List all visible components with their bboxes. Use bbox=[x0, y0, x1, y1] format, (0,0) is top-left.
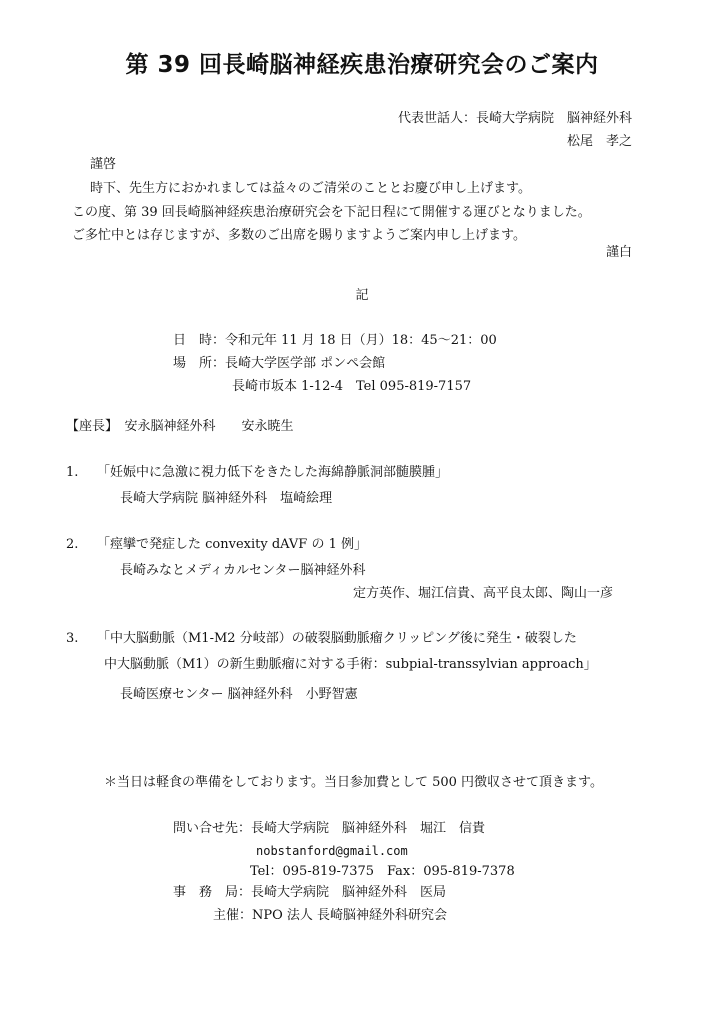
contact-secretariat: 事 務 局：長崎大学病院 脳神経外科 医局 bbox=[173, 885, 447, 900]
presentation-number: 2. bbox=[66, 537, 79, 552]
presentation-affiliation: 長崎医療センター 脳神経外科 小野智憲 bbox=[120, 687, 358, 702]
presentation-title: 中大脳動脈（M1）の新生動脈瘤に対する手術：subpial-transsylvian approach」 bbox=[104, 657, 597, 672]
contact-email[interactable]: nobstanford@gmail.com bbox=[256, 844, 408, 858]
closing: 謹白 bbox=[605, 245, 632, 260]
organizer-line: 代表世話人：長崎大学病院 脳神経外科 bbox=[397, 111, 632, 126]
letter-paragraph: ご多忙中とは存じますが、多数のご出席を賜りますようご案内申し上げます。 bbox=[72, 228, 526, 243]
presentation-authors: 定方英作、堀江信貴、高平良太郎、陶山一彦 bbox=[352, 586, 613, 601]
event-datetime: 日 時：令和元年 11 月 18 日（月）18：45～21：00 bbox=[173, 333, 497, 348]
chair: 【座長】 安永脳神経外科 安永暁生 bbox=[66, 419, 294, 434]
presentation-number: 3. bbox=[66, 631, 79, 646]
organizer-name: 松尾 孝之 bbox=[566, 134, 632, 149]
presentation-title: 「妊娠中に急激に視力低下をきたした海綿静脈洞部髄膜腫」 bbox=[97, 465, 449, 480]
presentation-affiliation: 長崎大学病院 脳神経外科 塩崎絵理 bbox=[120, 491, 333, 506]
letter-paragraph: この度、第 39 回長崎脳神経疾患治療研究会を下記日程にて開催する運びとなりました。 bbox=[72, 205, 591, 220]
presentation-title: 「痙攣で発症した convexity dAVF の 1 例」 bbox=[97, 537, 367, 552]
presentation-affiliation: 長崎みなとメディカルセンター脳神経外科 bbox=[120, 563, 366, 578]
event-venue: 場 所：長崎大学医学部 ポンペ会館 bbox=[173, 356, 386, 371]
letter-paragraph: 時下、先生方におかれましては益々のご清栄のこととお慶び申し上げます。 bbox=[90, 181, 531, 196]
page-title: 第 39 回長崎脳神経疾患治療研究会のご案内 bbox=[125, 52, 599, 78]
contact-phone: Tel：095-819-7375 Fax：095-819-7378 bbox=[250, 864, 515, 879]
event-address: 長崎市坂本 1-12-4 Tel 095-819-7157 bbox=[232, 379, 472, 394]
contact-sponsor: 主催：NPO 法人 長崎脳神経外科研究会 bbox=[213, 908, 448, 923]
salutation: 謹啓 bbox=[90, 157, 117, 172]
contact-inquiry: 問い合せ先：長崎大学病院 脳神経外科 堀江 信貴 bbox=[173, 821, 486, 836]
ki-marker: 記 bbox=[355, 288, 369, 303]
presentation-number: 1. bbox=[66, 465, 79, 480]
note: ＊当日は軽食の準備をしております。当日参加費として 500 円徴収させて頂きます。 bbox=[104, 775, 603, 790]
presentation-title: 「中大脳動脈（M1-M2 分岐部）の破裂脳動脈瘤クリッピング後に発生・破裂した bbox=[97, 631, 577, 646]
